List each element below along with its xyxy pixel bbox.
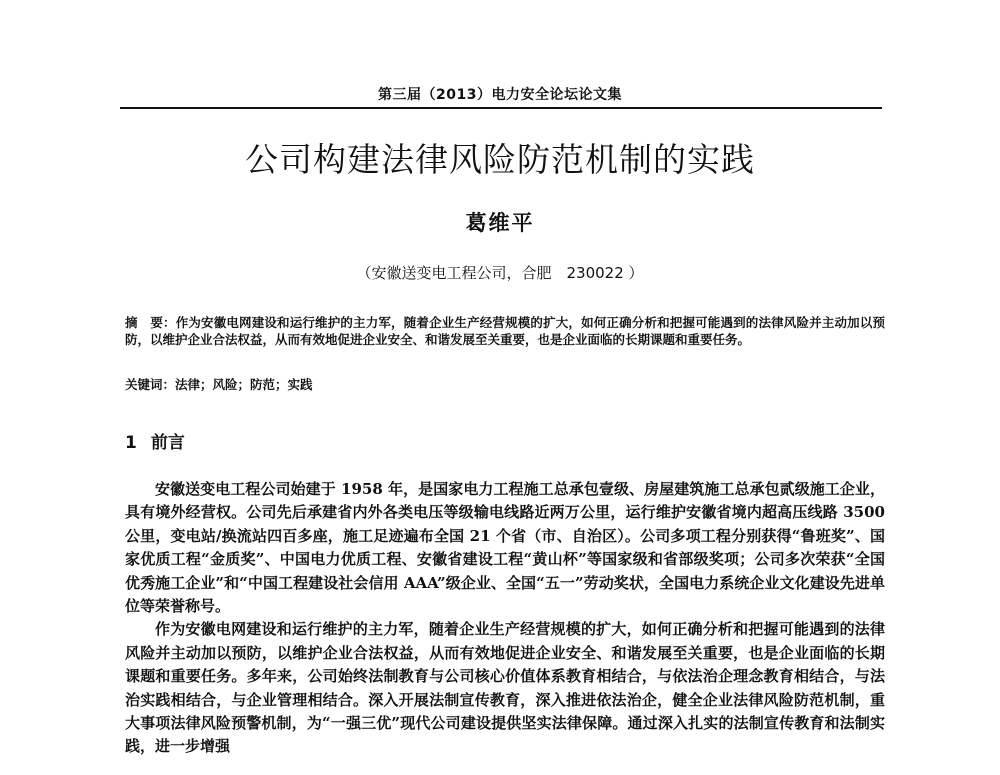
header-rule [120,107,882,109]
keywords-text: 法律；风险；防范；实践 [175,377,313,392]
abstract [125,314,885,348]
section-number: 1 [125,433,137,453]
section-body [125,478,885,759]
author-affiliation: （安徽送变电工程公司，合肥 230022 ） [356,264,644,282]
running-header: 第三届（2013）电力安全论坛论文集 [378,87,622,103]
section-title: 前言 [150,433,185,453]
body-paragraph: 作为安徽电网建设和运行维护的主力军，随着企业生产经营规模的扩大，如何正确分析和把握可能遇到的法律风险并主动加以预防，以维护企业合法权益，从而有效地促进企业安全、和谐发展至关重要，也是企业面临的长期课题和重要任务。多年来，公司始终法制教育与公司核心价值体系教育相结合，与依法治企理念教育相结合，与法治实践相结合，与企业管理相结合。深入开展法制宣传教育，深入推进依法治企，健全企业法律风险防范机制，重大事项法律风险预警机制，为“一强三优”现代公司建设提供坚实法律保障。通过深入扎实的法制宣传教育和法制实践，进一步增强 [125,620,885,756]
abstract-label: 摘 要： [125,315,176,330]
paper-title: 公司构建法律风险防范机制的实践 [245,140,755,179]
section-heading [125,428,185,453]
author-name: 葛维平 [465,210,535,235]
keywords [125,376,885,393]
keywords-label: 关键词： [125,377,176,392]
body-paragraph: 安徽送变电工程公司始建于 1958 年，是国家电力工程施工总承包壹级、房屋建筑施工总承包贰级施工企业，具有境外经营权。公司先后承建省内外各类电压等级输电线路近两万公里，运行维护安徽省境内超高压线路 3500 公里，变电站/换流站四百多座，施工足迹遍布全国 21 个省（市、自治区）。公司多项工程分别获得“鲁班奖”、国家优质工程“金质奖”、中国电力优质工程、安徽省建设工程“黄山杯”等国家级和省部级奖项；公司多次荣获“全国优秀施工企业”和“中国工程建设社会信用 AAA”级企业、全国“五一”劳动奖状，全国电力系统企业文化建设先进单位等荣誉称号。 [125,480,885,616]
abstract-text: 作为安徽电网建设和运行维护的主力军，随着企业生产经营规模的扩大，如何正确分析和把握可能遇到的法律风险并主动加以预防，以维护企业合法权益，从而有效地促进企业安全、和谐发展至关重要，也是企业面临的长期课题和重要任务。 [125,315,885,347]
